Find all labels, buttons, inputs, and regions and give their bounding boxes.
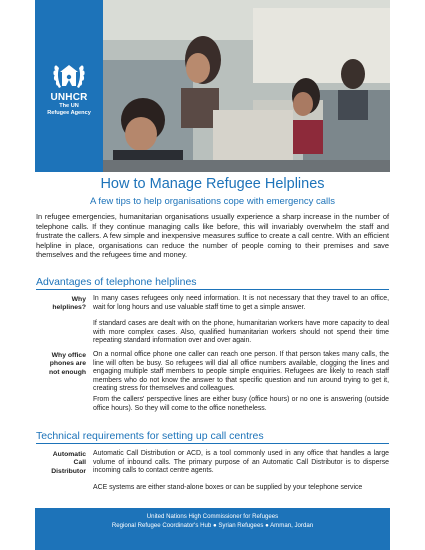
label-line: Call — [73, 459, 86, 467]
section-heading-technical: Technical requirements for setting up call centres — [36, 430, 389, 444]
side-label-acd — [36, 451, 86, 476]
label-line: helplines? — [52, 304, 86, 312]
label-line: Why — [71, 296, 86, 303]
side-label-why-helplines — [36, 296, 86, 313]
page-footer — [35, 508, 390, 550]
label-line: Distributor — [51, 467, 86, 475]
paragraph: In many cases refugees only need information. It is not necessary that they travel to an office, wait for long hours and use valuable staff time to get a simple answer. — [93, 295, 389, 311]
call-centre-photo — [103, 0, 390, 172]
label-line: not enough — [49, 368, 86, 376]
intro-paragraph: In refugee emergencies, humanitarian organisations usually experience a sharp increase in the number of telephone calls. If they continue managing calls like before, this will invariably overwhelm the staff and frustrate the callers. A few simple and inexpensive measures suffice to create a call centre. With an efficient helpline in place, organisations can reduce the number of people coming to their premises and save themselves and the refugees time and money. — [36, 212, 389, 260]
label-line: Automatic — [52, 451, 86, 458]
unhcr-logo-icon — [45, 60, 93, 90]
paragraph: ACE systems are either stand-alone boxes or can be supplied by your telephone service — [93, 484, 363, 491]
logo-tagline: Refugee Agency — [47, 110, 91, 116]
paragraph: On a normal office phone one caller can reach one person. If that person takes many calls, the line will often be busy. So refugees will dial all office numbers available, clogging the lines and engaging multiple staff members to people simple enquiries. Refugees are likely to reach staff members who do not know the answer to that specific question and run around trying to get it, creating stress for themselves and colleagues. — [93, 351, 389, 392]
page-title: How to Manage Refugee Helplines — [100, 176, 325, 192]
page-subtitle: A few tips to help organisations cope with emergency calls — [89, 196, 336, 207]
label-line: phones are — [49, 360, 86, 368]
footer-line: Regional Refugee Coordinator's Hub ● Syrian Refugees ● Amman, Jordan — [111, 522, 314, 529]
paragraph: From the callers' perspective lines are either busy (office hours) or no one is answering (outside office hours). So they will come to the office nonetheless. — [93, 396, 389, 412]
logo-tagline: The UN — [59, 103, 79, 109]
paragraph: Automatic Call Distribution or ACD, is a tool commonly used in any office that handles a large volume of inbound calls. The primary purpose of an Automatic Call Distributor is to disperse incoming calls to contact centre agents. — [93, 450, 389, 474]
section-heading-advantages: Advantages of telephone helplines — [36, 276, 389, 290]
unhcr-sidebar — [35, 0, 103, 172]
label-line: Why office — [51, 352, 86, 359]
footer-line: United Nations High Commissioner for Refugees — [146, 513, 279, 520]
paragraph: If standard cases are dealt with on the phone, humanitarian workers have more capacity to deal with more complex cases. Also, qualified humanitarian workers should not spend their time repeating standard information over and over again. — [93, 320, 389, 344]
side-label-why-office-phones — [36, 352, 86, 377]
logo-text — [35, 92, 103, 117]
logo-name: UNHCR — [50, 92, 88, 103]
